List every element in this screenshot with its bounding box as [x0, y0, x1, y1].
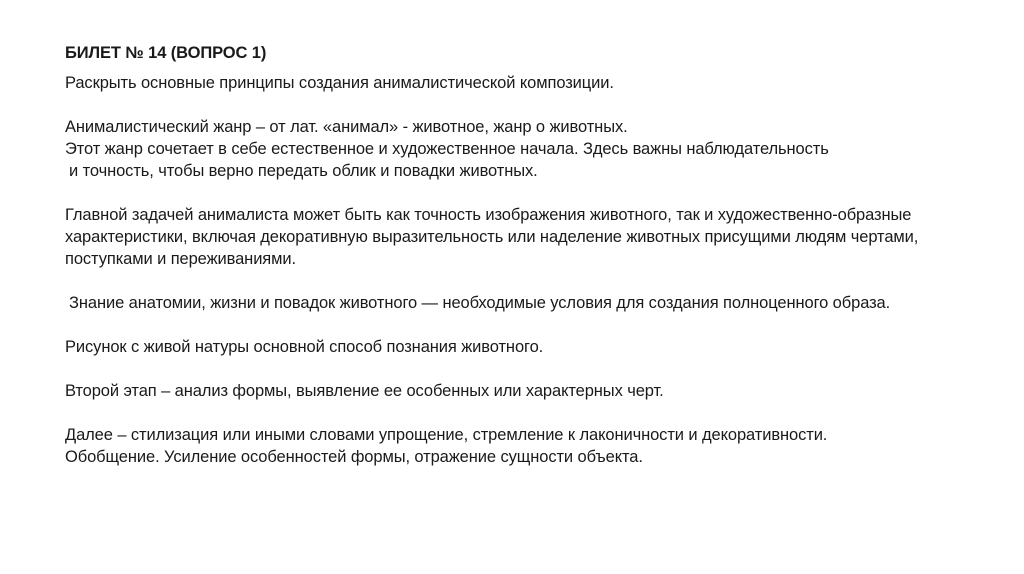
- text-line: Далее – стилизация или иными словами упрощение, стремление к лаконичности и декоративности.: [65, 426, 828, 444]
- ticket-question: Раскрыть основные принципы создания анималистической композиции.: [65, 74, 614, 92]
- text-line: Анималистический жанр – от лат. «анимал» - животное, жанр о животных.: [65, 118, 628, 136]
- text-line: Знание анатомии, жизни и повадок животного — необходимые условия для создания полноценного образа.: [69, 294, 891, 312]
- paragraph-drawing: [65, 336, 1005, 358]
- text-line: Главной задачей анималиста может быть как точность изображения животного, так и художественно-образные: [65, 206, 912, 224]
- slide-content: [65, 42, 1005, 490]
- text-line: Рисунок с живой натуры основной способ познания животного.: [65, 338, 544, 356]
- text-line: Второй этап – анализ формы, выявление ее особенных или характерных черт.: [65, 382, 664, 400]
- ticket-title: БИЛЕТ № 14 (ВОПРОС 1): [65, 44, 267, 62]
- paragraph-genre-definition: [65, 116, 1005, 182]
- text-line: и точность, чтобы верно передать облик и повадки животных.: [69, 162, 538, 180]
- paragraph-second-stage: [65, 380, 1005, 402]
- paragraph-stylization: [65, 424, 1005, 468]
- text-line: Этот жанр сочетает в себе естественное и художественное начала. Здесь важны наблюдательность: [65, 140, 829, 158]
- paragraph-main-task: [65, 204, 1005, 270]
- text-line: Обобщение. Усиление особенностей формы, отражение сущности объекта.: [65, 448, 643, 466]
- paragraph-anatomy: [65, 292, 1005, 314]
- text-line: поступками и переживаниями.: [65, 250, 296, 268]
- text-line: характеристики, включая декоративную выразительность или наделение животных присущими людям чертами,: [65, 228, 919, 246]
